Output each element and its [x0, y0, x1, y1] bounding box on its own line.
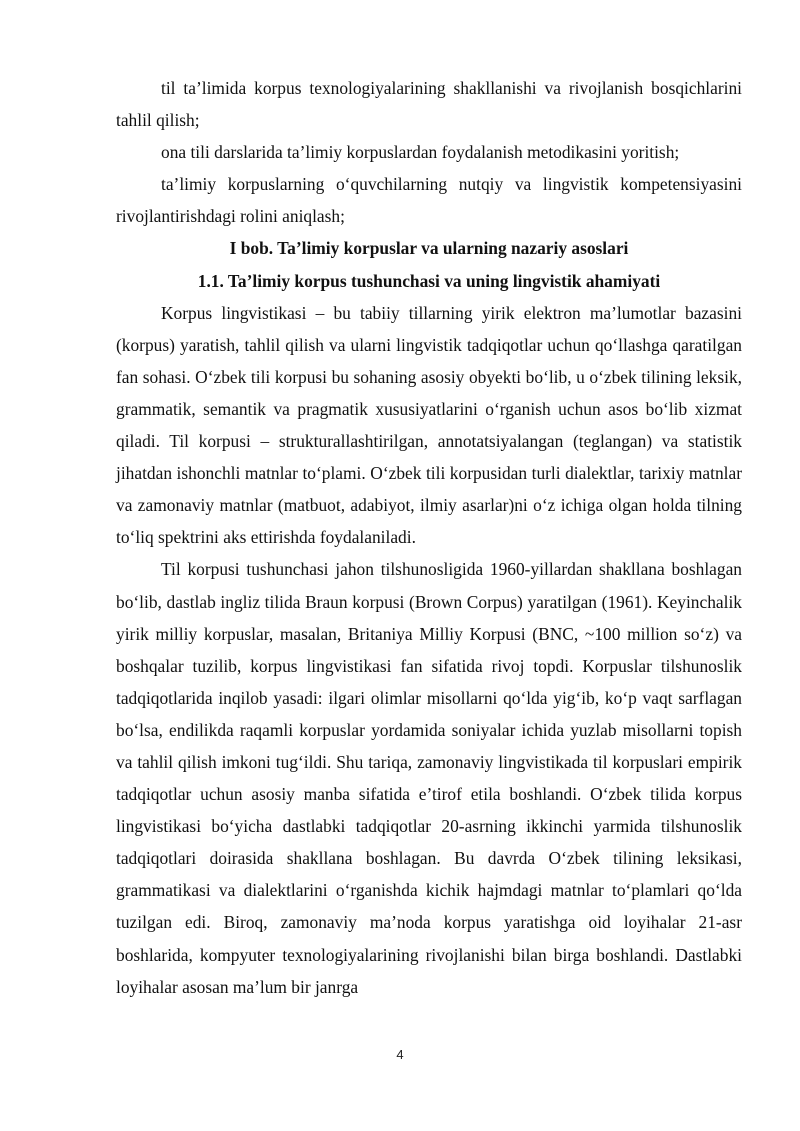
document-page	[116, 72, 742, 1003]
body-paragraph: Korpus lingvistikasi – bu tabiiy tillarning yirik elektron ma’lumotlar bazasini (korpus) yaratish, tahlil qilish va ularni lingvistik tadqiqotlar uchun qo‘llashga qaratilgan fan sohasi. O‘zbek tili korpusi bu sohaning asosiy obyekti bo‘lib, u o‘zbek tilining leksik, grammatik, semantik va pragmatik xususiyatlarini o‘rganish uchun asos bo‘lib xizmat qiladi. Til korpusi – strukturallashtirilgan, annotatsiyalangan (teglangan) va statistik jihatdan ishonchli matnlar to‘plami. O‘zbek tili korpusidan turli dialektlar, tarixiy matnlar va zamonaviy matnlar (matbuot, adabiyot, ilmiy asarlar)ni o‘z ichiga olgan holda tilning to‘liq spektrini aks ettirishda foydalaniladi.	[116, 302, 742, 548]
list-item: til ta’limida korpus texnologiyalarining shakllanishi va rivojlanish bosqichlarini tahlil qilish;	[116, 78, 742, 131]
page-number: 4	[396, 1047, 404, 1062]
list-item: ta’limiy korpuslarning o‘quvchilarning nutqiy va lingvistik kompetensiyasini rivojlantirishdagi rolini aniqlash;	[116, 174, 742, 227]
chapter-title: I bob. Ta’limiy korpuslar va ularning nazariy asoslari	[229, 238, 629, 259]
list-item: ona tili darslarida ta’limiy korpuslardan foydalanish metodikasini yoritish;	[161, 142, 680, 163]
section-title: 1.1. Ta’limiy korpus tushunchasi va uning lingvistik ahamiyati	[197, 270, 661, 291]
body-paragraph: Til korpusi tushunchasi jahon tilshunosligida 1960-yillardan shakllana boshlagan bo‘lib, dastlab ingliz tilida Braun korpusi (Brown Corpus) yaratilgan (1961). Keyinchalik yirik milliy korpuslar, masalan, Britaniya Milliy Korpusi (BNC, ~100 million so‘z) va boshqalar tuzilib, korpus lingvistikasi fan sifatida rivoj topdi. Korpuslar tilshunoslik tadqiqotlarida inqilob yasadi: ilgari olimlar misollarni qo‘lda yig‘ib, ko‘p vaqt sarflagan bo‘lsa, endilikda raqamli korpuslar yordamida soniyalar ichida yuzlab misollarni topish va tahlil qilish imkoni tug‘ildi. Shu tariqa, zamonaviy lingvistikada til korpuslari empirik tadqiqotlar uchun asosiy manba sifatida e’tirof etila boshlandi. O‘zbek tilida korpus lingvistikasi bo‘yicha dastlabki tadqiqotlar 20-asrning ikkinchi yarmida tilshunoslik tadqiqotlari doirasida shakllana boshlagan. Bu davrda O‘zbek tilining leksikasi, grammatikasi va dialektlarini o‘rganishda kichik hajmdagi matnlar to‘plamlari qo‘lda tuzilgan edi. Biroq, zamonaviy ma’noda korpus yaratishga oid loyihalar 21-asr boshlarida, kompyuter texnologiyalarining rivojlanishi bilan birga boshlandi. Dastlabki loyihalar asosan ma’lum bir janrga	[116, 559, 742, 997]
